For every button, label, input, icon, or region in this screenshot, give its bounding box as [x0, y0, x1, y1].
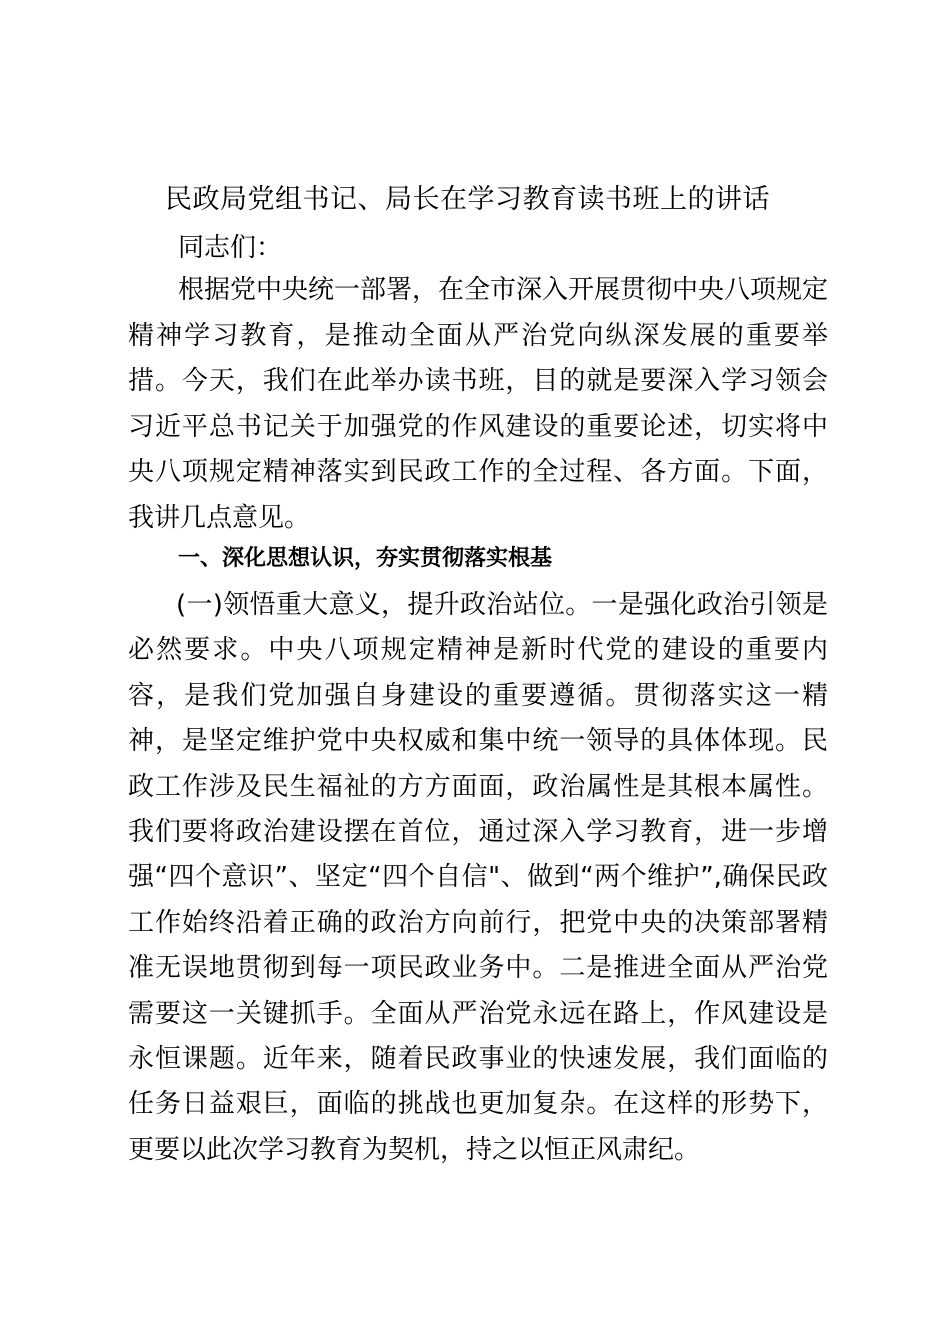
paragraph-section-1: (一)领悟重大意义，提升政治站位。一是强化政治引领是必然要求。中央八项规定精神是新时代党的建设的重要内容，是我们党加强自身建设的重要遵循。贯彻落实这一精神，是坚定维护党中央权威和集中统一领导的具体体现。民政工作涉及民生福祉的方方面面，政治属性是其根本属性。我们要将政治建设摆在首位，通过深入学习教育，进一步增强“四个意识”、坚定“四个自信"、做到“两个维护”,确保民政工作始终沿着正确的政治方向前行，把党中央的决策部署精准无误地贯彻到每一项民政业务中。二是推进全面从严治党需要这一关键抓手。全面从严治党永远在路上，作风建设是永恒课题。近年来，随着民政事业的快速发展，我们面临的任务日益艰巨，面临的挑战也更加复杂。在这样的形势下，更要以此次学习教育为契机，持之以恒正风肃纪。	[128, 590, 828, 1165]
paragraph-intro: 根据党中央统一部署，在全市深入开展贯彻中央八项规定精神学习教育，是推动全面从严治党向纵深发展的重要举措。今天，我们在此举办读书班，目的就是要深入学习领会习近平总书记关于加强党的作风建设的重要论述，切实将中央八项规定精神落实到民政工作的全过程、各方面。下面，我讲几点意见。	[128, 275, 829, 533]
document-title: 民政局党组书记、局长在学习教育读书班上的讲话	[165, 184, 770, 215]
salutation: 同志们：	[178, 233, 283, 263]
section-heading-1: 一、深化思想认识，夯实贯彻落实根基	[178, 546, 553, 571]
